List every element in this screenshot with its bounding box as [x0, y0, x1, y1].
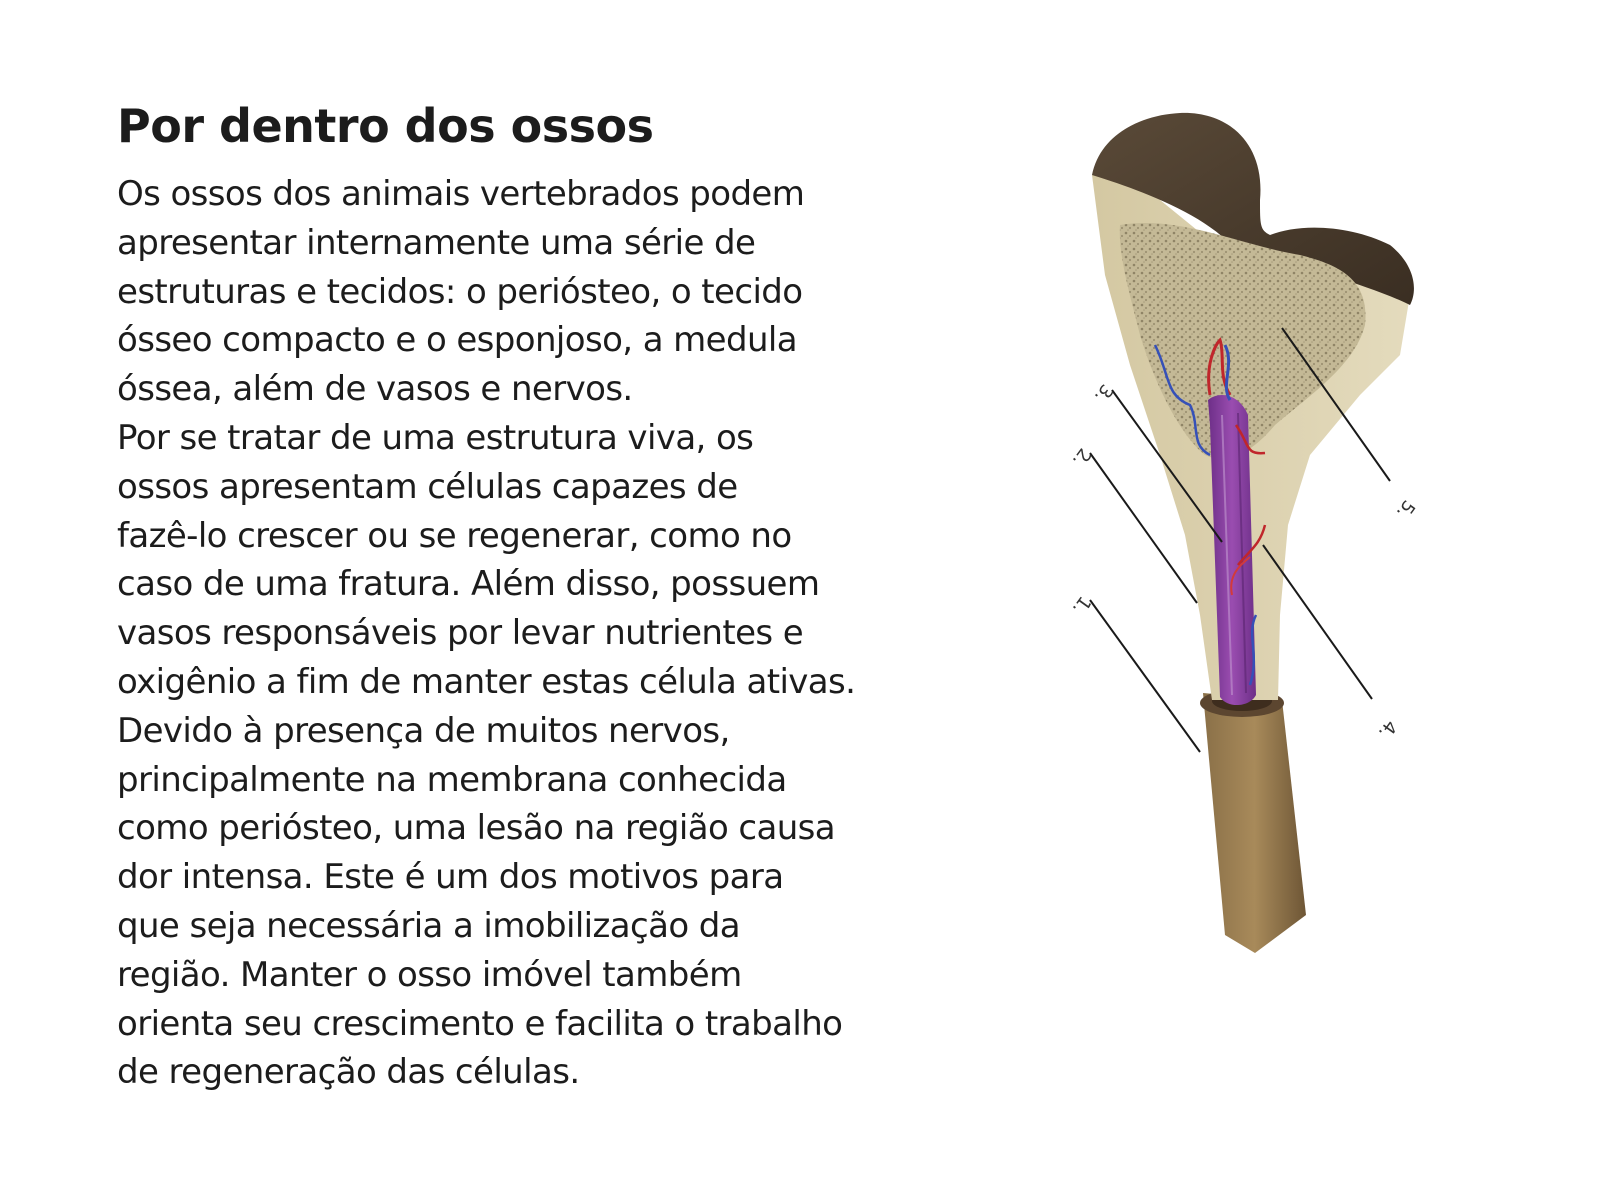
body-paragraph: [117, 170, 947, 1097]
bone-shaft-lower: [1203, 693, 1306, 953]
bone-illustration: [1060, 95, 1500, 995]
text-line: Por se tratar de uma estrutura viva, os: [117, 417, 754, 458]
text-line: dor intensa. Este é um dos motivos para: [117, 857, 784, 898]
text-line: de regeneração das células.: [117, 1052, 580, 1093]
bone-diagram-svg: [1060, 95, 1500, 995]
text-line: vasos responsáveis por levar nutrientes e: [117, 613, 804, 654]
text-line: região. Manter o osso imóvel também: [117, 954, 742, 995]
text-line: óssea, além de vasos e nervos.: [117, 369, 633, 410]
leader-line-1: [1090, 600, 1200, 752]
text-line: ósseo compacto e o esponjoso, a medula: [117, 320, 797, 361]
text-line: que seja necessária a imobilização da: [117, 905, 740, 946]
page-title: Por dentro dos ossos: [117, 99, 654, 153]
text-line: Devido à presença de muitos nervos,: [117, 710, 730, 751]
label-5: 5.: [1391, 496, 1419, 523]
text-line: estruturas e tecidos: o perióstео, o tecido: [117, 271, 803, 312]
text-line: fazê-lo crescer ou se regenerar, como no: [117, 515, 792, 556]
text-line: oxigênio a fim de manter estas célula ativas.: [117, 661, 856, 702]
text-line: ossos apresentam células capazes de: [117, 466, 738, 507]
label-1: 1.: [1067, 592, 1095, 619]
text-line: orienta seu crescimento e facilita o trabalho: [117, 1003, 843, 1044]
text-line: Os ossos dos animais vertebrados podem: [117, 174, 805, 214]
text-line: principalmente na membrana conhecida: [117, 759, 787, 800]
text-line: como periósteo, uma lesão na região causa: [117, 808, 836, 849]
text-line: caso de uma fratura. Além disso, possuem: [117, 564, 820, 605]
label-4: 4.: [1373, 716, 1401, 743]
label-3: 3.: [1089, 380, 1117, 407]
text-line: apresentar internamente uma série de: [117, 222, 756, 263]
label-2: 2.: [1067, 444, 1095, 471]
